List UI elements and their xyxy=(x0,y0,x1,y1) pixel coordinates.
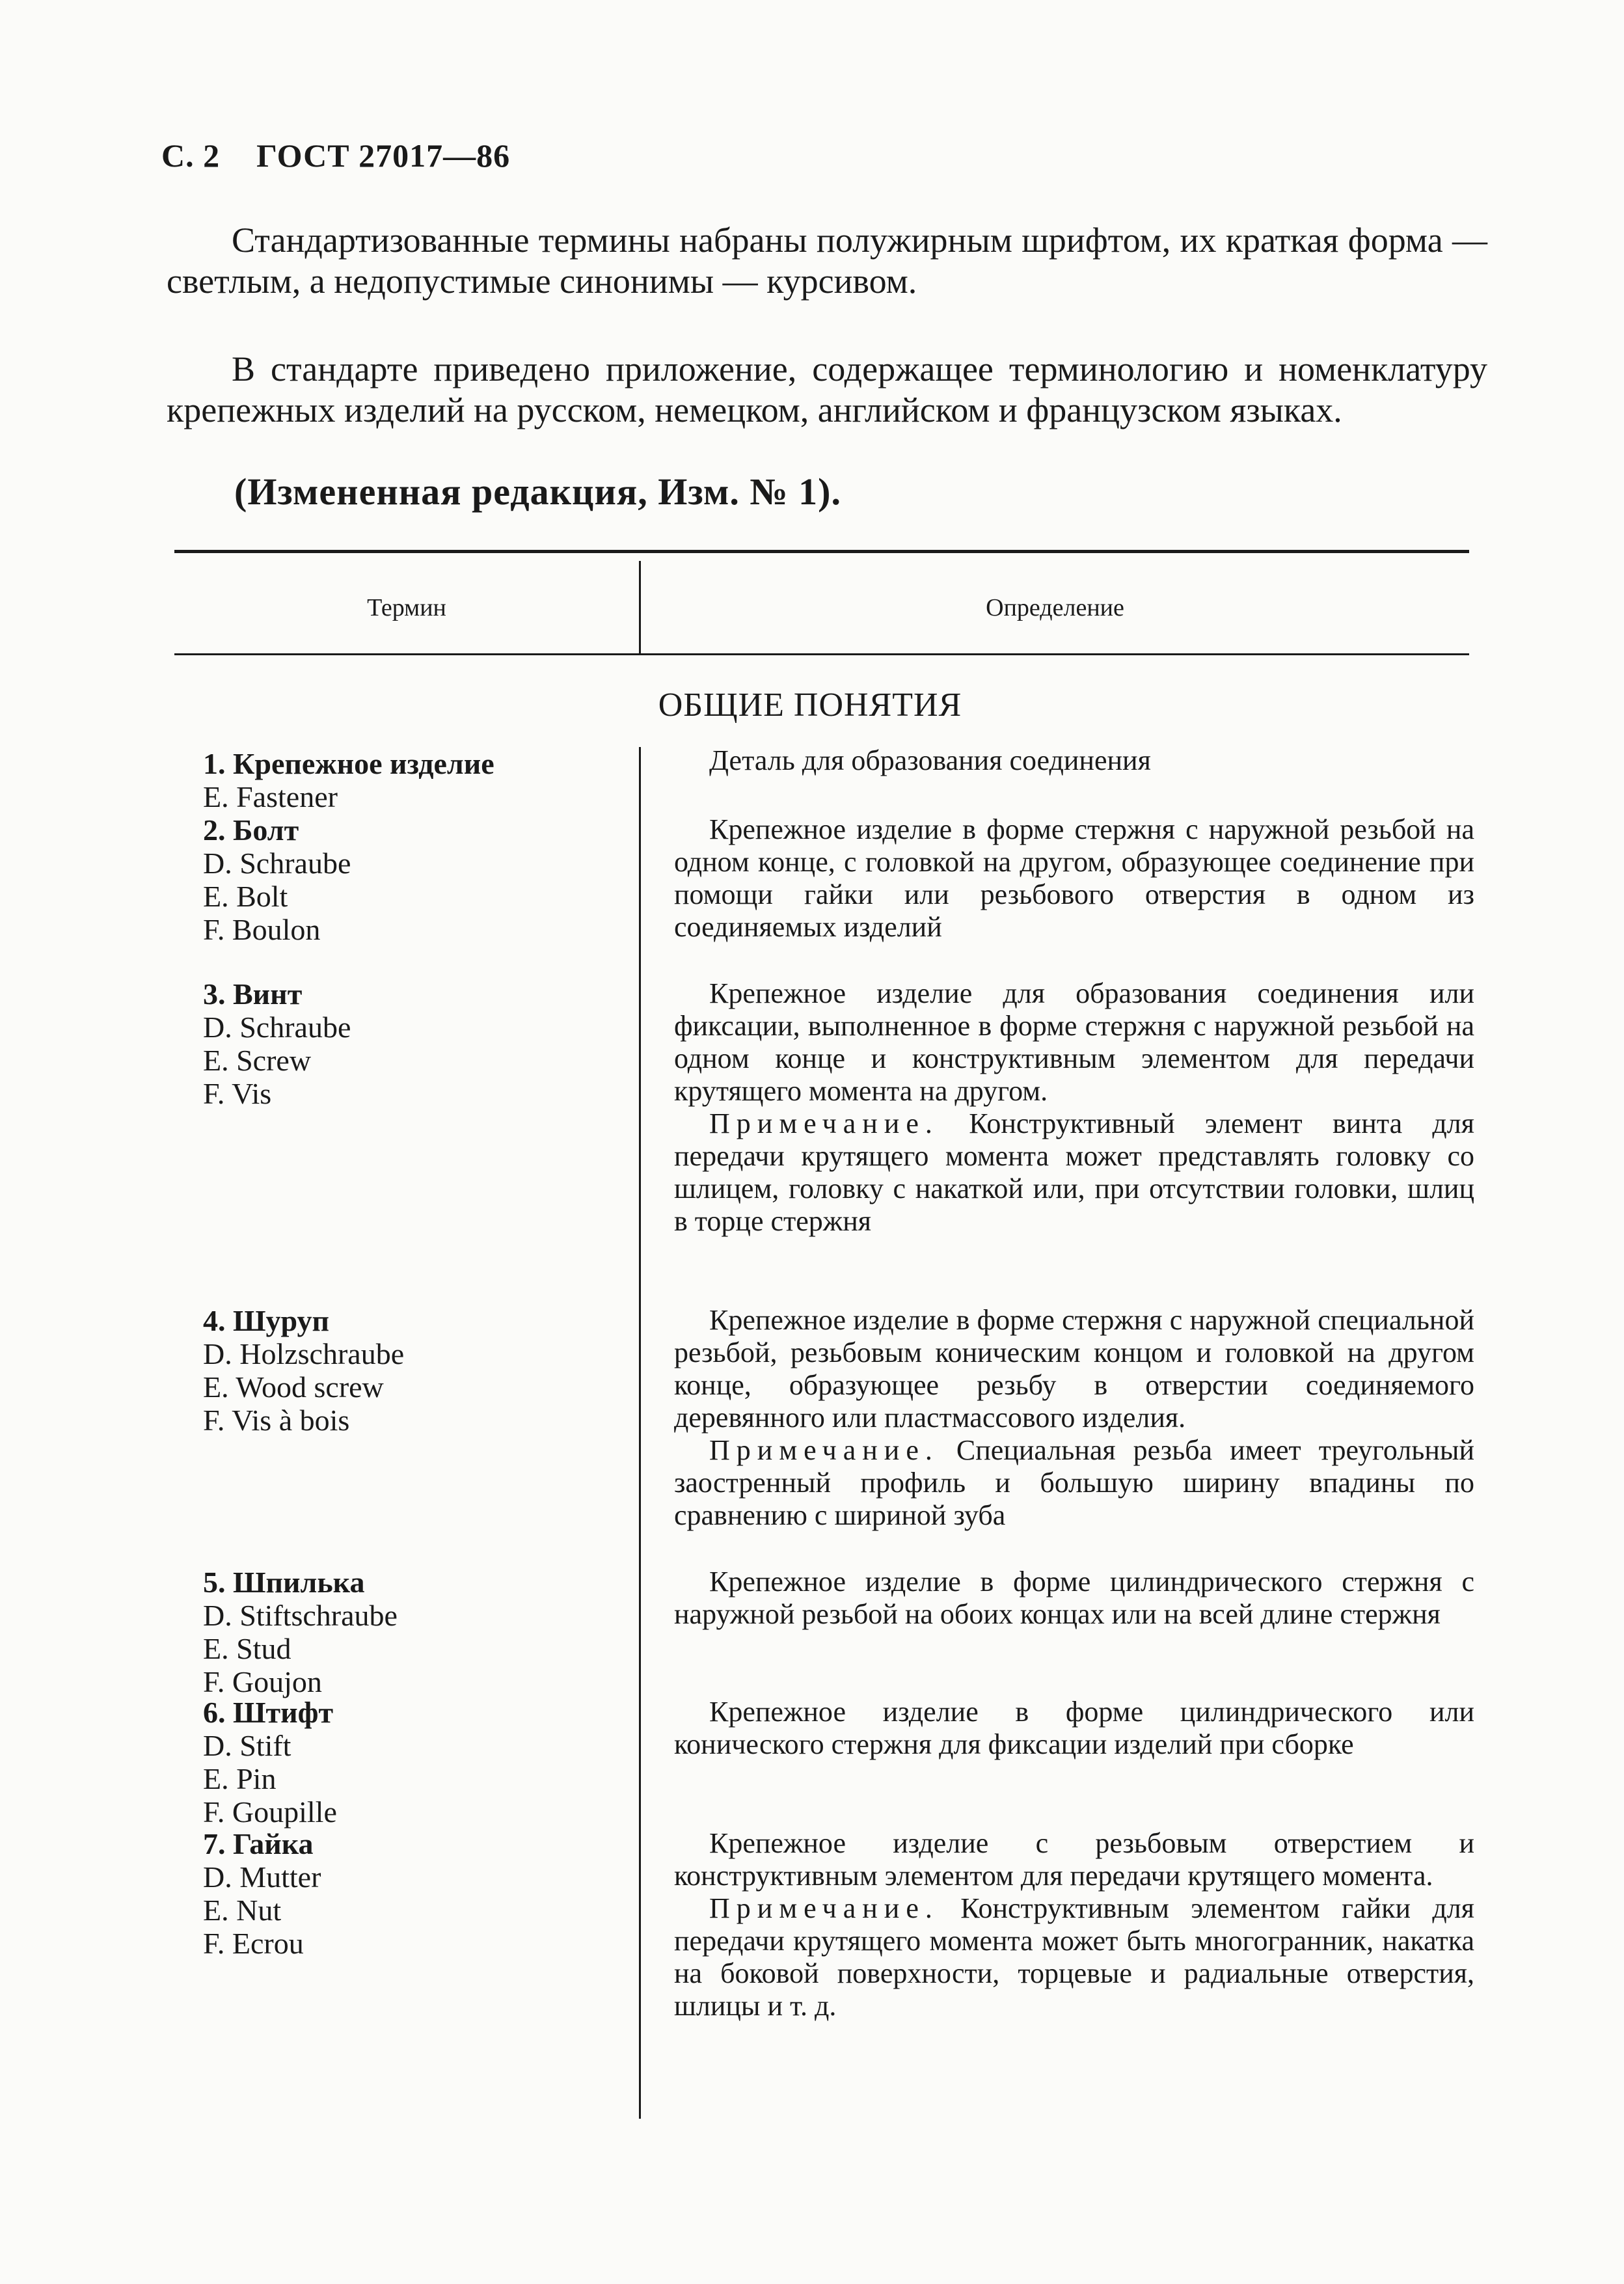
note-text: Конструктивным элементом гайки для передачи крутящего момента может быть многогранник, накатка на боковой поверхности, торцевые и радиальные отверстия, шлицы и т. д. xyxy=(674,1892,1475,2022)
term-equivalent: F. Ecrou xyxy=(203,1927,304,1960)
term-equivalent: E. Stud xyxy=(203,1632,291,1665)
term-entry-1 xyxy=(203,747,606,813)
term-equivalent: D. Schraube xyxy=(203,847,351,880)
definition-entry-7: Крепежное изделие с резьбовым отверстием и конструктивным элементом для передачи крутящего момента. Примечание. Конструктивным элементом гайки для передачи крутящего момента может быть многогранник, накатка на боковой поверхности, торцевые и радиальные отверстия, шлицы и т. д. xyxy=(674,1827,1475,2022)
body-column-divider xyxy=(639,747,641,2119)
term-equivalent: E. Bolt xyxy=(203,880,288,913)
note-text: Конструктивный элемент винта для передачи крутящего момента может представлять головку со шлицем, головку с накаткой или, при отсутствии головки, шлиц в торце стержня xyxy=(674,1108,1474,1237)
note-label: Примечание. xyxy=(709,1434,939,1466)
column-header-definition: Определение xyxy=(986,594,1124,621)
page-header xyxy=(161,137,510,174)
intro-paragraph-2: В стандарте приведено приложение, содержащее терминологию и номенклатуру крепежных изделий на русском, немецком, английском и французском языках. xyxy=(167,349,1487,429)
term-name: 6. Штифт xyxy=(203,1696,334,1729)
term-equivalent: F. Vis à bois xyxy=(203,1404,350,1437)
term-name: 2. Болт xyxy=(203,813,299,847)
term-name: 7. Гайка xyxy=(203,1827,314,1860)
term-equivalent: F. Vis xyxy=(203,1077,272,1110)
term-entry-6 xyxy=(203,1696,606,1829)
term-entry-4 xyxy=(203,1304,606,1437)
term-name: 3. Винт xyxy=(203,977,303,1011)
term-entry-3 xyxy=(203,977,606,1110)
table-header-rule xyxy=(174,653,1469,655)
term-equivalent: F. Boulon xyxy=(203,913,321,946)
term-equivalent: F. Goujon xyxy=(203,1665,322,1698)
column-header-term: Термин xyxy=(367,594,446,621)
term-equivalent: E. Screw xyxy=(203,1044,312,1077)
term-entry-7 xyxy=(203,1827,606,1960)
term-equivalent: D. Stift xyxy=(203,1729,291,1762)
term-entry-2 xyxy=(203,813,606,946)
amendment-note: (Измененная редакция, Изм. № 1). xyxy=(234,470,841,513)
definition-entry-5: Крепежное изделие в форме цилиндрического стержня с наружной резьбой на обоих концах или на всей длине стержня xyxy=(674,1566,1474,1630)
definition-entry-3: Крепежное изделие для образования соединения или фиксации, выполненное в форме стержня с наружной резьбой на одном конце и конструктивным элементом для передачи крутящего момента на другом. Примечание. Конструктивный элемент винта для передачи крутящего момента может представлять головку со шлицем, головку с накаткой или, при отсутствии головки, шлиц в торце стержня xyxy=(674,977,1474,1237)
definition-entry-2: Крепежное изделие в форме стержня с наружной резьбой на одном конце, с головкой на другом, образующее соединение при помощи гайки или резьбового отверстия в одном из соединяемых изделий xyxy=(674,813,1474,943)
definition-entry-1: Деталь для образования соединения xyxy=(709,744,1151,776)
definition-entry-4: Крепежное изделие в форме стержня с наружной специальной резьбой, резьбовым коническим концом и головкой на другом конце, образующее резьбу в отверстии соединяемого деревянного или пластмассового изделия. Примечание. Специальная резьба имеет треугольный заостренный профиль и большую ширину впадины по сравнению с шириной зуба xyxy=(674,1304,1474,1531)
term-equivalent: E. Pin xyxy=(203,1762,277,1795)
note-label: Примечание. xyxy=(709,1108,939,1139)
term-equivalent: D. Holzschraube xyxy=(203,1337,405,1370)
term-entry-5 xyxy=(203,1566,606,1698)
intro-paragraph-1: Стандартизованные термины набраны полужирным шрифтом, их краткая форма — светлым, а недопустимые синонимы — курсивом. xyxy=(167,221,1487,301)
term-equivalent: E. Nut xyxy=(203,1894,282,1927)
table-top-rule xyxy=(174,550,1469,553)
term-equivalent: D. Stiftschraube xyxy=(203,1599,398,1632)
term-name: 5. Шпилька xyxy=(203,1566,365,1599)
note-text: Специальная резьба имеет треугольный заостренный профиль и большую ширину впадины по сравнению с шириной зуба xyxy=(674,1434,1474,1531)
term-equivalent: F. Goupille xyxy=(203,1795,337,1829)
term-name: 4. Шуруп xyxy=(203,1304,329,1337)
term-equivalent: D. Schraube xyxy=(203,1011,351,1044)
term-equivalent: E. Fastener xyxy=(203,780,338,813)
section-title: ОБЩИЕ ПОНЯТИЯ xyxy=(658,687,962,724)
term-name: 1. Крепежное изделие xyxy=(203,747,494,780)
term-equivalent: E. Wood screw xyxy=(203,1370,384,1404)
term-equivalent: D. Mutter xyxy=(203,1860,321,1894)
document-code: ГОСТ 27017—86 xyxy=(256,137,511,174)
definition-entry-6: Крепежное изделие в форме цилиндрического или конического стержня для фиксации изделий при сборке xyxy=(674,1696,1474,1760)
page-number: С. 2 xyxy=(161,137,221,174)
note-label: Примечание. xyxy=(709,1892,939,1924)
